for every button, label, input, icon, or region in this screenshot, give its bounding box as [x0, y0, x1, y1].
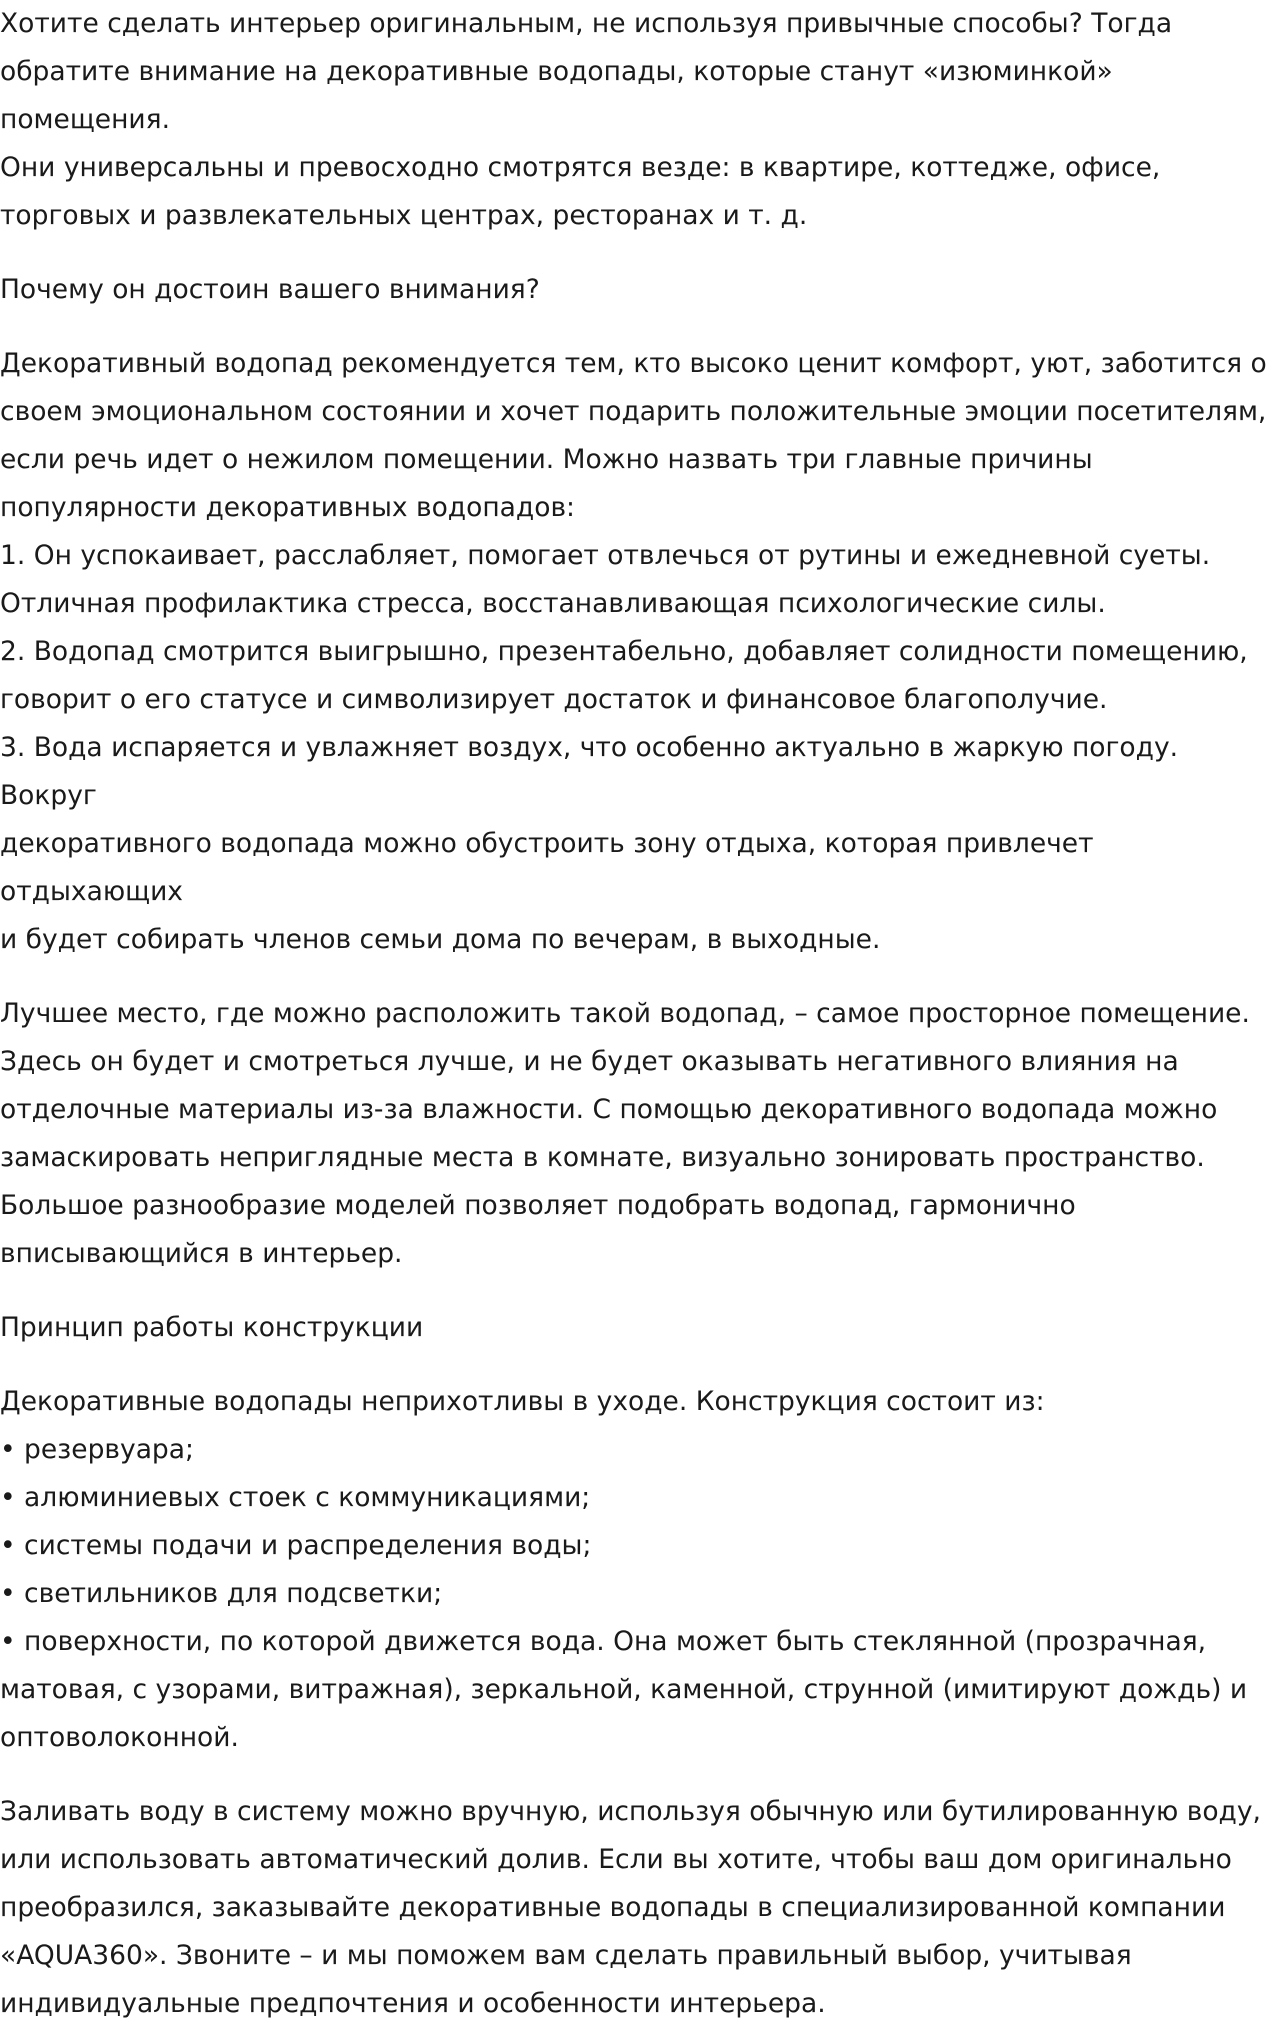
intro-paragraph: Хотите сделать интерьер оригинальным, не используя привычные способы? Тогда обратите внимание на декоративные водопады, которые станут «изюминкой» помещения. Они универсальны и превосходно смотрятся везде: в квартире, коттедже, офисе, торговых и развлекательных центрах, ресторанах и т. д. — [0, 8, 1173, 231]
component-item: • поверхности, по которой движется вода. Она может быть стеклянной (прозрачная, матовая, с узорами, витражная), зеркальной, каменной, струнной (имитируют дождь) и оптоволоконной. — [0, 1626, 1248, 1753]
placement-paragraph: Лучшее место, где можно расположить такой водопад, – самое просторное помещение. Здесь он будет и смотреться лучше, и не будет оказывать негативного влияния на отделочные материалы из-за влажности. С помощью декоративного водопада можно замаскировать неприглядные места в комнате, визуально зонировать пространство. Большое разнообразие моделей позволяет подобрать водопад, гармонично вписывающийся в интерьер. — [0, 998, 1250, 1269]
why-section — [0, 340, 1270, 964]
principle-intro: Декоративные водопады неприхотливы в уходе. Конструкция состоит из: — [0, 1386, 1045, 1417]
reason-item-1: 1. Он успокаивает, расслабляет, помогает отвлечься от рутины и ежедневной суеты. Отличная профилактика стресса, восстанавливающая психологические силы. — [0, 540, 1211, 619]
heading-principle: Принцип работы конструкции — [0, 1312, 424, 1343]
component-item: • алюминиевых стоек с коммуникациями; — [0, 1482, 591, 1513]
reason-item-2: 2. Водопад смотрится выигрышно, презентабельно, добавляет солидности помещению, говорит о его статусе и символизирует достаток и финансовое благополучие. — [0, 636, 1248, 715]
component-item: • резервуара; — [0, 1434, 194, 1465]
component-item: • системы подачи и распределения воды; — [0, 1530, 592, 1561]
closing-paragraph: Заливать воду в систему можно вручную, используя обычную или бутилированную воду, или использовать автоматический долив. Если вы хотите, чтобы ваш дом оригинально преобразился, заказывайте декоративные водопады в специализированной компании «AQUA360». Звоните – и мы поможем вам сделать правильный выбор, учитывая индивидуальные предпочтения и особенности интерьера. — [0, 1796, 1261, 2019]
component-item: • светильников для подсветки; — [0, 1578, 443, 1609]
heading-why: Почему он достоин вашего внимания? — [0, 274, 540, 305]
reason-item-3: 3. Вода испаряется и увлажняет воздух, что особенно актуально в жаркую погоду. Вокруг декоративного водопада можно обустроить зону отдыха, которая привлечет отдыхающих и будет собирать членов семьи дома по вечерам, в выходные. — [0, 732, 1179, 955]
principle-section — [0, 1378, 1270, 1762]
why-paragraph: Декоративный водопад рекомендуется тем, кто высоко ценит комфорт, уют, заботится о своем эмоциональном состоянии и хочет подарить положительные эмоции посетителям, если речь идет о нежилом помещении. Можно назвать три главные причины популярности декоративных водопадов: — [0, 348, 1267, 523]
